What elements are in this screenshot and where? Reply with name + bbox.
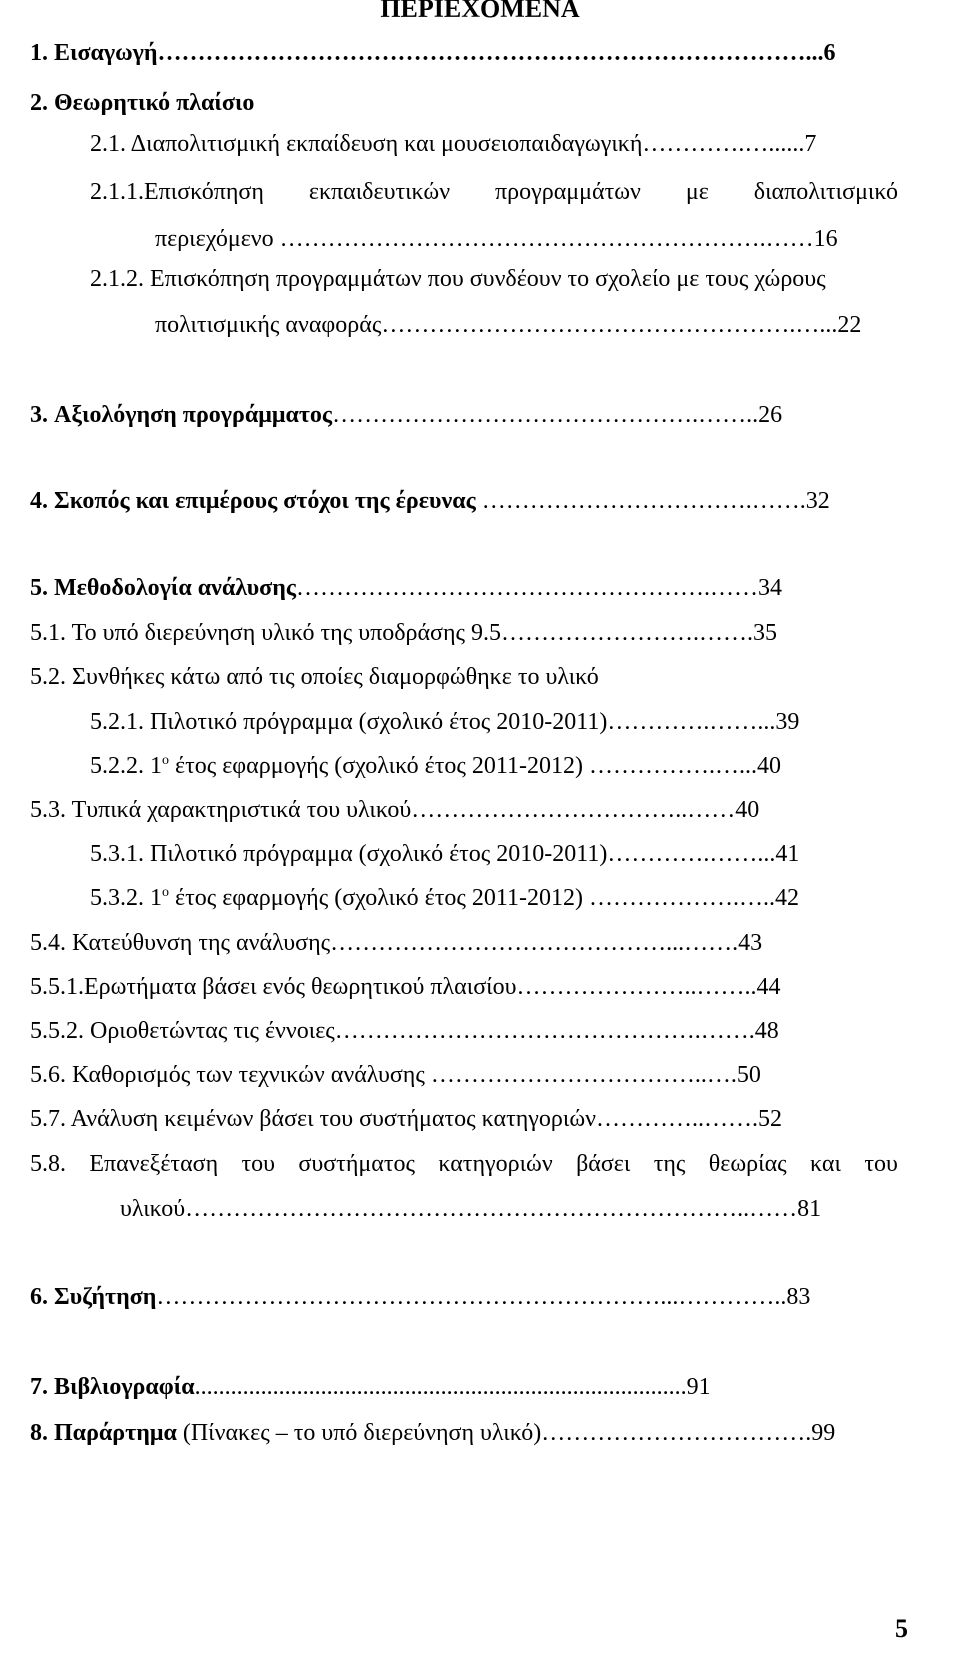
page-number: 5 xyxy=(895,1614,908,1643)
toc-entry[interactable]: 5.3. Τυπικά χαρακτηριστικά του υλικού……………………………..……40 xyxy=(30,797,760,823)
toc-entry[interactable]: 5.6. Καθορισμός των τεχνικών ανάλυσης ……………………………..….50 xyxy=(30,1062,761,1088)
toc-entry[interactable]: 2.1.1.Επισκόπηση εκπαιδευτικών προγραμμάτων με διαπολιτισμικό xyxy=(90,179,898,205)
toc-entry[interactable]: 5. Μεθοδολογία ανάλυσης…………………………………………….……34 xyxy=(30,575,782,601)
toc-entry[interactable]: 3. Αξιολόγηση προγράμματος……………………………………….……..26 xyxy=(30,402,783,428)
toc-entry[interactable]: 5.7. Ανάλυση κειμένων βάσει του συστήματος κατηγοριών…………..…….52 xyxy=(30,1106,782,1132)
toc-entry[interactable]: 2.1.2. Επισκόπηση προγραμμάτων που συνδέουν το σχολείο με τους χώρους xyxy=(90,266,826,292)
toc-entry[interactable]: 5.1. Το υπό διερεύνηση υλικό της υποδράσης 9.5…………………….…….35 xyxy=(30,620,778,646)
toc-entry[interactable]: 5.5.1.Ερωτήματα βάσει ενός θεωρητικού πλαισίου…………………..……..44 xyxy=(30,974,781,1000)
toc-entry[interactable]: 8. Παράρτημα (Πίνακες – το υπό διερεύνηση υλικό)…………………………….99 xyxy=(30,1420,836,1446)
toc-entry[interactable]: 2. Θεωρητικό πλαίσιο xyxy=(30,90,255,116)
toc-entry[interactable]: 5.2.2. $1^o$ έτος εφαρμογής (σχολικό έτος 2011-2012) …………….…...40 xyxy=(90,753,781,779)
toc-entry[interactable]: 5.3.2. $1^o$ έτος εφαρμογής (σχολικό έτος 2011-2012) ……………….…..42 xyxy=(90,885,799,911)
toc-entry[interactable]: 5.4. Κατεύθυνση της ανάλυσης……………………………………...…….43 xyxy=(30,930,763,956)
toc-entry[interactable]: 4. Σκοπός και επιμέρους στόχοι της έρευνας …………………………….…….32 xyxy=(30,488,830,514)
toc-entry-continuation: πολιτισμικής αναφοράς…………………………………………….…...22 xyxy=(155,312,862,338)
toc-entry[interactable]: 5.3.1. Πιλοτικό πρόγραμμα (σχολικό έτος 2010-2011)………….……...41 xyxy=(90,841,800,867)
toc-entry[interactable]: 5.2. Συνθήκες κάτω από τις οποίες διαμορφώθηκε το υλικό xyxy=(30,664,599,690)
toc-entry[interactable]: 1. Εισαγωγή………………………………………………………………………...6 xyxy=(30,40,836,66)
toc-entry[interactable]: 5.8. Επανεξέταση του συστήματος κατηγοριών βάσει της θεωρίας και του xyxy=(30,1151,898,1177)
toc-entry[interactable]: 6. Συζήτηση………………………………………………………...…………..83 xyxy=(30,1284,811,1310)
toc-entry-continuation: περιεχόμενο …………………………………………………….……16 xyxy=(155,226,838,252)
toc-heading: ΠΕΡΙΕΧΟΜΕΝΑ xyxy=(380,0,580,23)
toc-entry[interactable]: 2.1. Διαπολιτισμική εκπαίδευση και μουσειοπαιδαγωγική………….…......7 xyxy=(90,131,817,157)
toc-entry-continuation: υλικού……………………………………………………………..……81 xyxy=(120,1196,822,1222)
toc-entry[interactable]: 5.5.2. Οριοθετώντας τις έννοιες……………………………………….…….48 xyxy=(30,1018,779,1044)
toc-entry[interactable]: 5.2.1. Πιλοτικό πρόγραμμα (σχολικό έτος 2010-2011)………….……...39 xyxy=(90,709,800,735)
toc-entry[interactable]: 7. Βιβλιογραφία..................................................................................91 xyxy=(30,1374,711,1400)
